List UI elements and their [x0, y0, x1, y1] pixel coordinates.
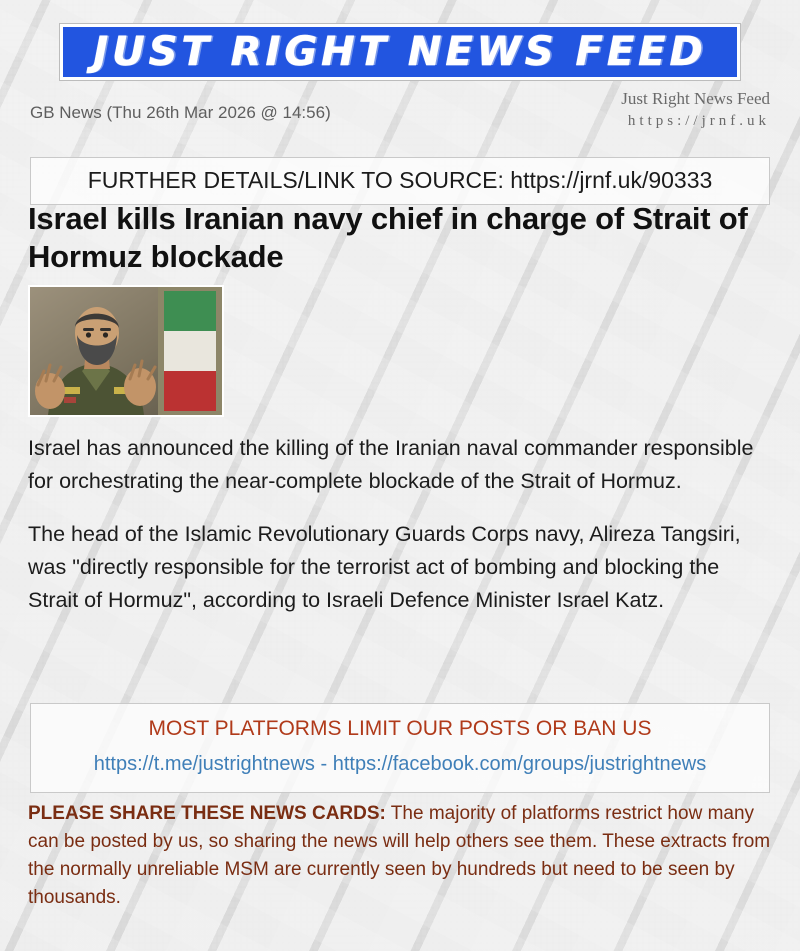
masthead [60, 24, 740, 80]
brand-url: https://jrnf.uk [627, 113, 770, 129]
article-image [28, 285, 224, 417]
telegram-link[interactable]: https://t.me/justrightnews [93, 753, 315, 775]
masthead-title: JUST RIGHT NEWS FEED [93, 29, 707, 75]
promo-link-separator: - [314, 753, 333, 775]
article-image-illustration [30, 287, 222, 415]
facebook-link[interactable]: https://facebook.com/groups/justrightnews [332, 753, 707, 775]
article-paragraph-2: The head of the Islamic Revolutionary Guards Corps navy, Alireza Tangsiri, was "directly responsible for the terrorist act of bombing and blocking the Strait of Hormuz", according to Israeli Defence Minister Israel Katz. [28, 522, 741, 612]
masthead-banner [60, 24, 740, 80]
article-paragraph-1: Israel has announced the killing of the Iranian naval commander responsible for orchestrating the near-complete blockade of the Strait of Hormuz. [28, 436, 754, 493]
share-notice-text: The majority of platforms restrict how many can be posted by us, so sharing the news will help others see them. These extracts from the normally unreliable MSM are currently seen by hundreds but need to be seen by thousands. [28, 803, 771, 908]
byline-source-date: GB News (Thu 26th Mar 2026 @ 14:56) [30, 103, 331, 122]
promo-title: MOST PLATFORMS LIMIT OUR POSTS OR BAN US [148, 717, 652, 740]
promo-box [30, 703, 770, 793]
article-body [28, 432, 758, 637]
brand-block [450, 88, 770, 132]
brand-name: Just Right News Feed [621, 89, 770, 108]
source-link-bar[interactable]: FURTHER DETAILS/LINK TO SOURCE: https://jrnf.uk/90333 [30, 157, 770, 205]
share-notice [28, 800, 774, 912]
page-title: Israel kills Iranian navy chief in charge of Strait of Hormuz blockade [28, 201, 748, 274]
share-notice-lead: PLEASE SHARE THESE NEWS CARDS: [28, 803, 386, 824]
promo-links [41, 748, 759, 780]
